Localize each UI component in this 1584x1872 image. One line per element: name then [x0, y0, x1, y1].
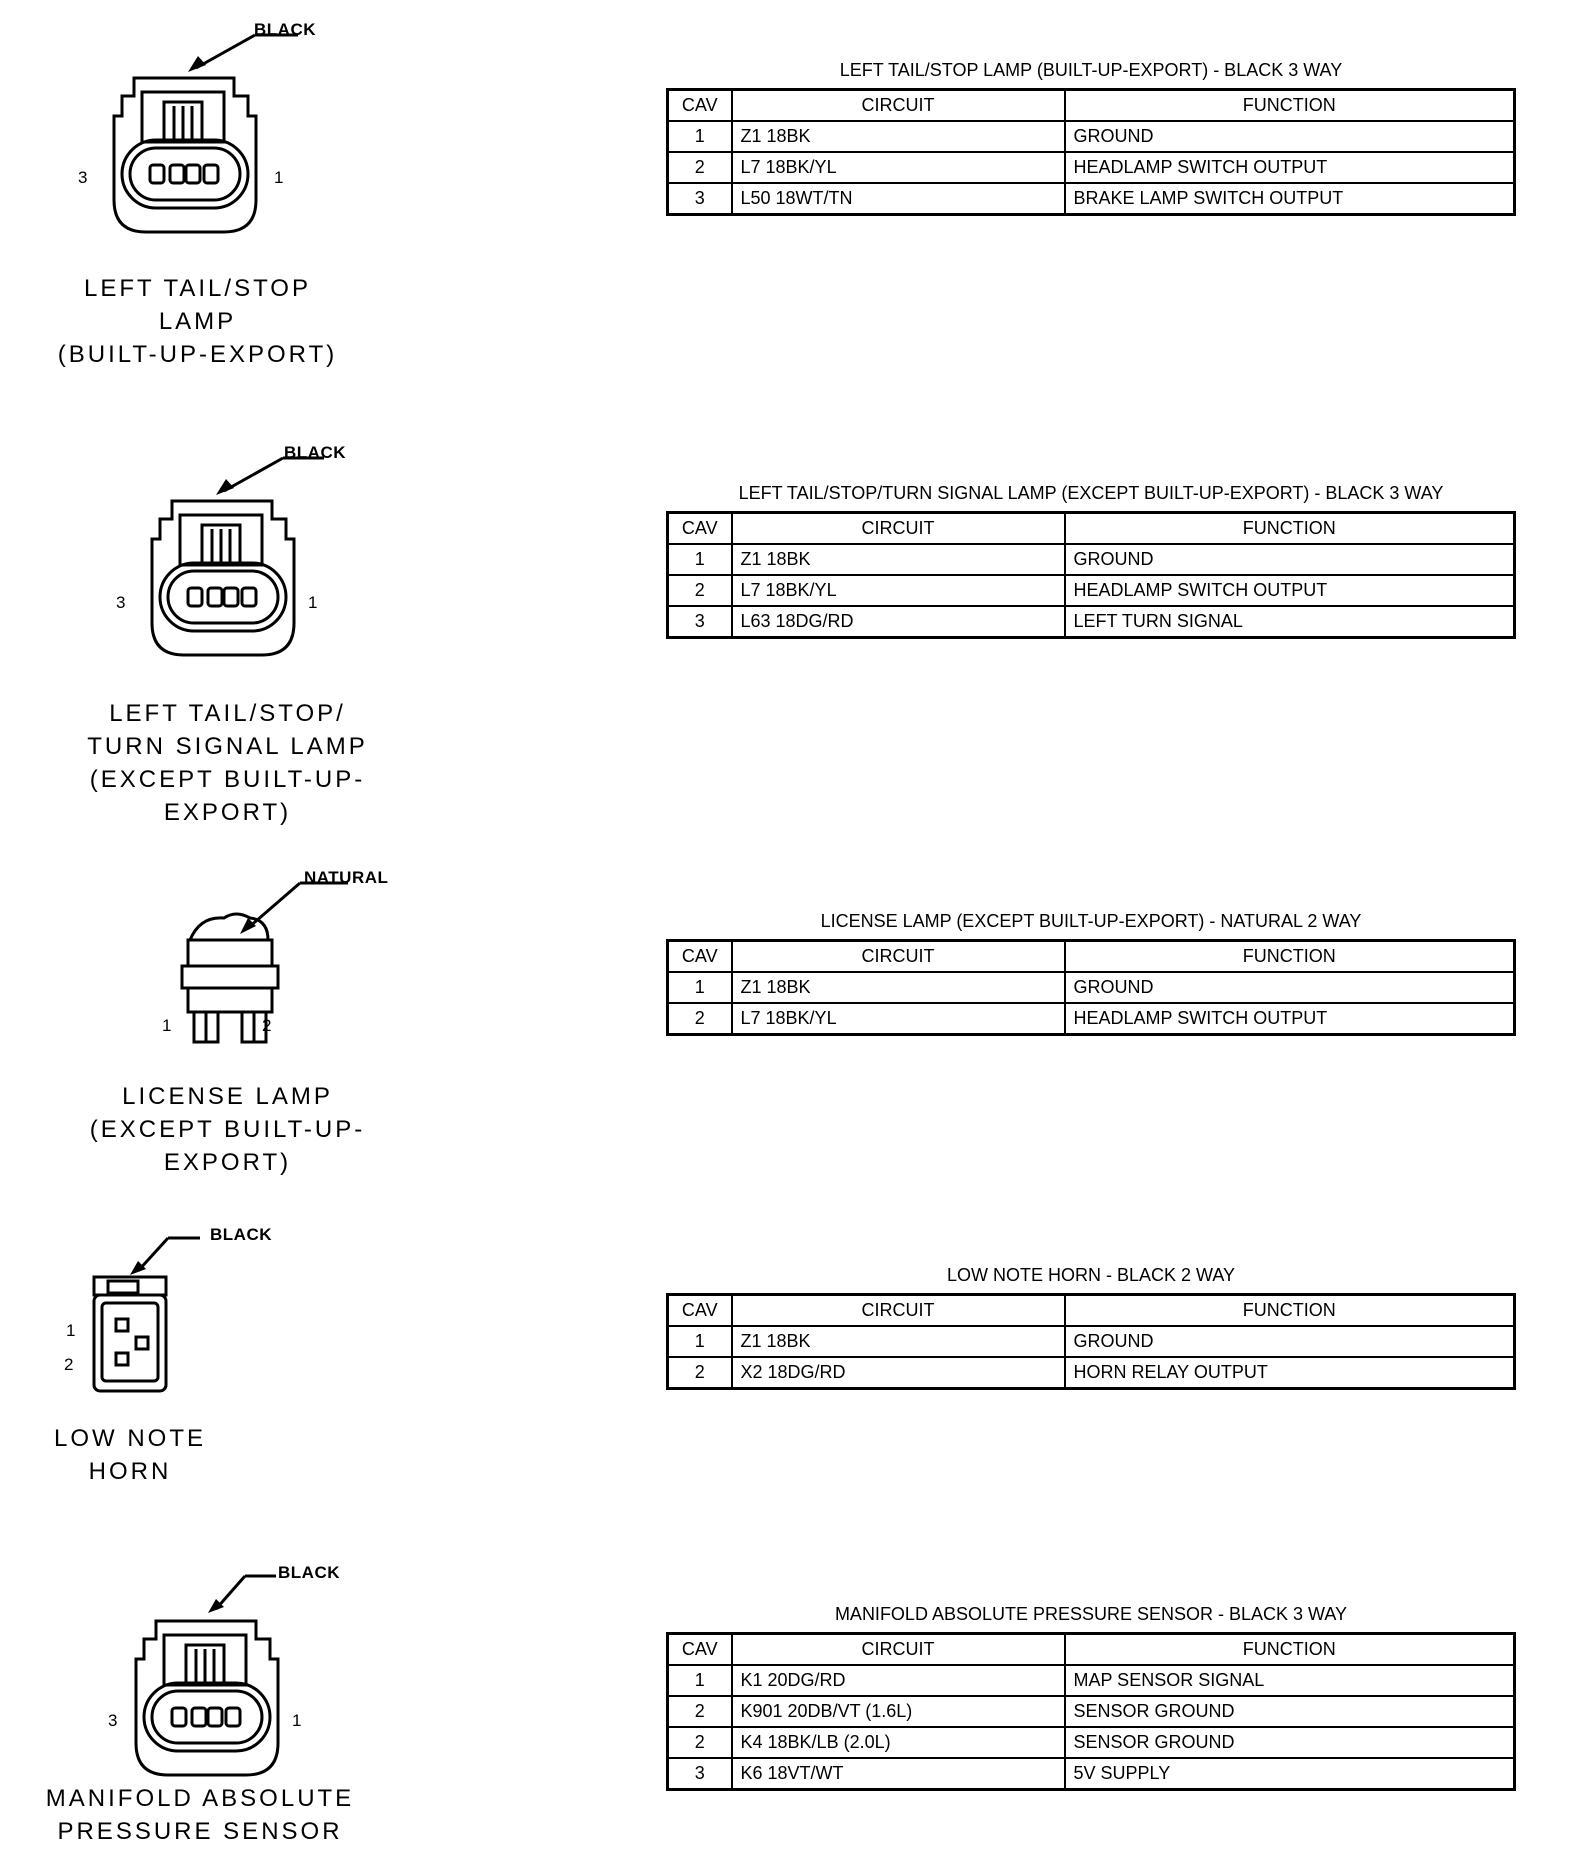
- table-header-row: [668, 90, 1515, 122]
- pin-label-left: 3: [108, 1711, 118, 1730]
- cell-function: GROUND: [1065, 121, 1515, 152]
- two-way-connector-icon: [60, 1225, 300, 1400]
- caption-line: (EXCEPT BUILT-UP-EXPORT): [89, 1116, 366, 1176]
- table-title: LEFT TAIL/STOP LAMP (BUILT-UP-EXPORT) - BLACK 3 WAY: [839, 60, 1343, 80]
- cell-circuit: L7 18BK/YL: [732, 1003, 1065, 1035]
- header-function: FUNCTION: [1065, 941, 1515, 973]
- cell-cav: 2: [668, 1727, 732, 1758]
- cell-function: GROUND: [1065, 972, 1515, 1003]
- header-cav: CAV: [668, 513, 732, 545]
- table-header-row: [668, 941, 1515, 973]
- cell-function: BRAKE LAMP SWITCH OUTPUT: [1065, 183, 1515, 215]
- cell-cav: 3: [668, 183, 732, 215]
- header-circuit: CIRCUIT: [732, 90, 1065, 122]
- cell-cav: 1: [668, 1665, 732, 1696]
- connector-pinout-table: [666, 88, 1516, 216]
- cell-function: HEADLAMP SWITCH OUTPUT: [1065, 152, 1515, 183]
- pin-label-right: 1: [292, 1711, 302, 1730]
- caption-line: LEFT TAIL/STOP/: [109, 700, 346, 727]
- caption-line: LAMP: [158, 308, 237, 335]
- table-header-row: [668, 1295, 1515, 1327]
- header-function: FUNCTION: [1065, 90, 1515, 122]
- cell-cav: 3: [668, 606, 732, 638]
- connector-caption: [40, 1422, 220, 1488]
- connector-color-label: BLACK: [210, 1225, 272, 1244]
- cell-cav: 2: [668, 1357, 732, 1389]
- cell-function: HORN RELAY OUTPUT: [1065, 1357, 1515, 1389]
- connector-caption: [40, 1782, 360, 1848]
- cell-circuit: L7 18BK/YL: [732, 152, 1065, 183]
- cell-function: HEADLAMP SWITCH OUTPUT: [1065, 575, 1515, 606]
- pin-label-right: 1: [274, 168, 284, 187]
- header-circuit: CIRCUIT: [732, 1295, 1065, 1327]
- caption-line: LEFT TAIL/STOP: [84, 275, 311, 302]
- pin-label-top: 1: [66, 1321, 76, 1340]
- three-way-connector-icon: [108, 443, 388, 673]
- pin-label-left: 3: [78, 168, 88, 187]
- connector-diagram: [108, 443, 388, 673]
- table-header-row: [668, 513, 1515, 545]
- cell-circuit: Z1 18BK: [732, 1326, 1065, 1357]
- caption-line: LOW NOTE: [53, 1425, 206, 1452]
- three-way-connector-icon: [70, 20, 350, 250]
- cell-function: HEADLAMP SWITCH OUTPUT: [1065, 1003, 1515, 1035]
- table-row: [668, 1326, 1515, 1357]
- cell-cav: 1: [668, 1326, 732, 1357]
- cell-function: LEFT TURN SIGNAL: [1065, 606, 1515, 638]
- connector-caption: [40, 272, 355, 371]
- connector-pinout-table: [666, 1632, 1516, 1791]
- caption-line: MANIFOLD ABSOLUTE: [45, 1785, 355, 1812]
- table-header-row: [668, 1634, 1515, 1666]
- header-cav: CAV: [668, 941, 732, 973]
- table-row: [668, 183, 1515, 215]
- cell-cav: 2: [668, 1003, 732, 1035]
- table-row: [668, 121, 1515, 152]
- caption-line: LICENSE LAMP: [122, 1083, 333, 1110]
- cell-function: GROUND: [1065, 1326, 1515, 1357]
- table-row: [668, 972, 1515, 1003]
- cell-circuit: Z1 18BK: [732, 121, 1065, 152]
- three-way-connector-icon: [92, 1563, 372, 1793]
- header-function: FUNCTION: [1065, 513, 1515, 545]
- header-circuit: CIRCUIT: [732, 513, 1065, 545]
- header-cav: CAV: [668, 1634, 732, 1666]
- table-row: [668, 544, 1515, 575]
- header-circuit: CIRCUIT: [732, 941, 1065, 973]
- connector-pinout-table: [666, 939, 1516, 1036]
- connector-diagram: [70, 20, 350, 250]
- table-row: [668, 152, 1515, 183]
- header-cav: CAV: [668, 90, 732, 122]
- cell-cav: 1: [668, 972, 732, 1003]
- connector-caption: [55, 697, 400, 829]
- cell-cav: 1: [668, 544, 732, 575]
- cell-circuit: L50 18WT/TN: [732, 183, 1065, 215]
- connector-diagram: [92, 1563, 372, 1793]
- cell-cav: 2: [668, 152, 732, 183]
- table-title: LICENSE LAMP (EXCEPT BUILT-UP-EXPORT) - NATURAL 2 WAY: [820, 911, 1362, 931]
- cell-function: MAP SENSOR SIGNAL: [1065, 1665, 1515, 1696]
- caption-line: (EXCEPT BUILT-UP-EXPORT): [89, 766, 366, 826]
- cell-cav: 2: [668, 575, 732, 606]
- cell-function: SENSOR GROUND: [1065, 1696, 1515, 1727]
- cell-circuit: K4 18BK/LB (2.0L): [732, 1727, 1065, 1758]
- table-row: [668, 1758, 1515, 1790]
- header-function: FUNCTION: [1065, 1634, 1515, 1666]
- caption-line: TURN SIGNAL LAMP: [87, 733, 368, 760]
- pin-label-left: 1: [162, 1016, 172, 1035]
- connector-diagram: [60, 1225, 300, 1400]
- pin-label-right: 1: [308, 593, 318, 612]
- cell-function: 5V SUPPLY: [1065, 1758, 1515, 1790]
- pin-label-left: 3: [116, 593, 126, 612]
- cell-circuit: X2 18DG/RD: [732, 1357, 1065, 1389]
- connector-pinout-table: [666, 1293, 1516, 1390]
- table-row: [668, 1696, 1515, 1727]
- cell-cav: 2: [668, 1696, 732, 1727]
- header-function: FUNCTION: [1065, 1295, 1515, 1327]
- connector-color-label: BLACK: [278, 1563, 340, 1582]
- header-circuit: CIRCUIT: [732, 1634, 1065, 1666]
- table-title: LEFT TAIL/STOP/TURN SIGNAL LAMP (EXCEPT BUILT-UP-EXPORT) - BLACK 3 WAY: [738, 483, 1444, 503]
- header-cav: CAV: [668, 1295, 732, 1327]
- table-row: [668, 1665, 1515, 1696]
- pin-label-right: 2: [262, 1016, 272, 1035]
- table-title: MANIFOLD ABSOLUTE PRESSURE SENSOR - BLACK 3 WAY: [834, 1604, 1348, 1624]
- table-row: [668, 606, 1515, 638]
- cell-cav: 3: [668, 1758, 732, 1790]
- table-row: [668, 575, 1515, 606]
- caption-line: (BUILT-UP-EXPORT): [57, 341, 338, 368]
- connector-diagram: [150, 868, 390, 1058]
- cell-circuit: K901 20DB/VT (1.6L): [732, 1696, 1065, 1727]
- connector-caption: [55, 1080, 400, 1179]
- connector-color-label: NATURAL: [304, 868, 389, 887]
- table-row: [668, 1003, 1515, 1035]
- cell-cav: 1: [668, 121, 732, 152]
- cell-function: SENSOR GROUND: [1065, 1727, 1515, 1758]
- table-row: [668, 1727, 1515, 1758]
- caption-line: HORN: [88, 1458, 172, 1485]
- connector-color-label: BLACK: [284, 443, 346, 462]
- pin-label-bottom: 2: [64, 1355, 74, 1374]
- connector-color-label: BLACK: [254, 20, 316, 39]
- caption-line: PRESSURE SENSOR: [57, 1818, 343, 1845]
- cell-circuit: Z1 18BK: [732, 544, 1065, 575]
- table-row: [668, 1357, 1515, 1389]
- cell-circuit: K1 20DG/RD: [732, 1665, 1065, 1696]
- cell-function: GROUND: [1065, 544, 1515, 575]
- cell-circuit: L63 18DG/RD: [732, 606, 1065, 638]
- table-title: LOW NOTE HORN - BLACK 2 WAY: [946, 1265, 1236, 1285]
- cell-circuit: L7 18BK/YL: [732, 575, 1065, 606]
- cell-circuit: Z1 18BK: [732, 972, 1065, 1003]
- cell-circuit: K6 18VT/WT: [732, 1758, 1065, 1790]
- connector-pinout-table: [666, 511, 1516, 639]
